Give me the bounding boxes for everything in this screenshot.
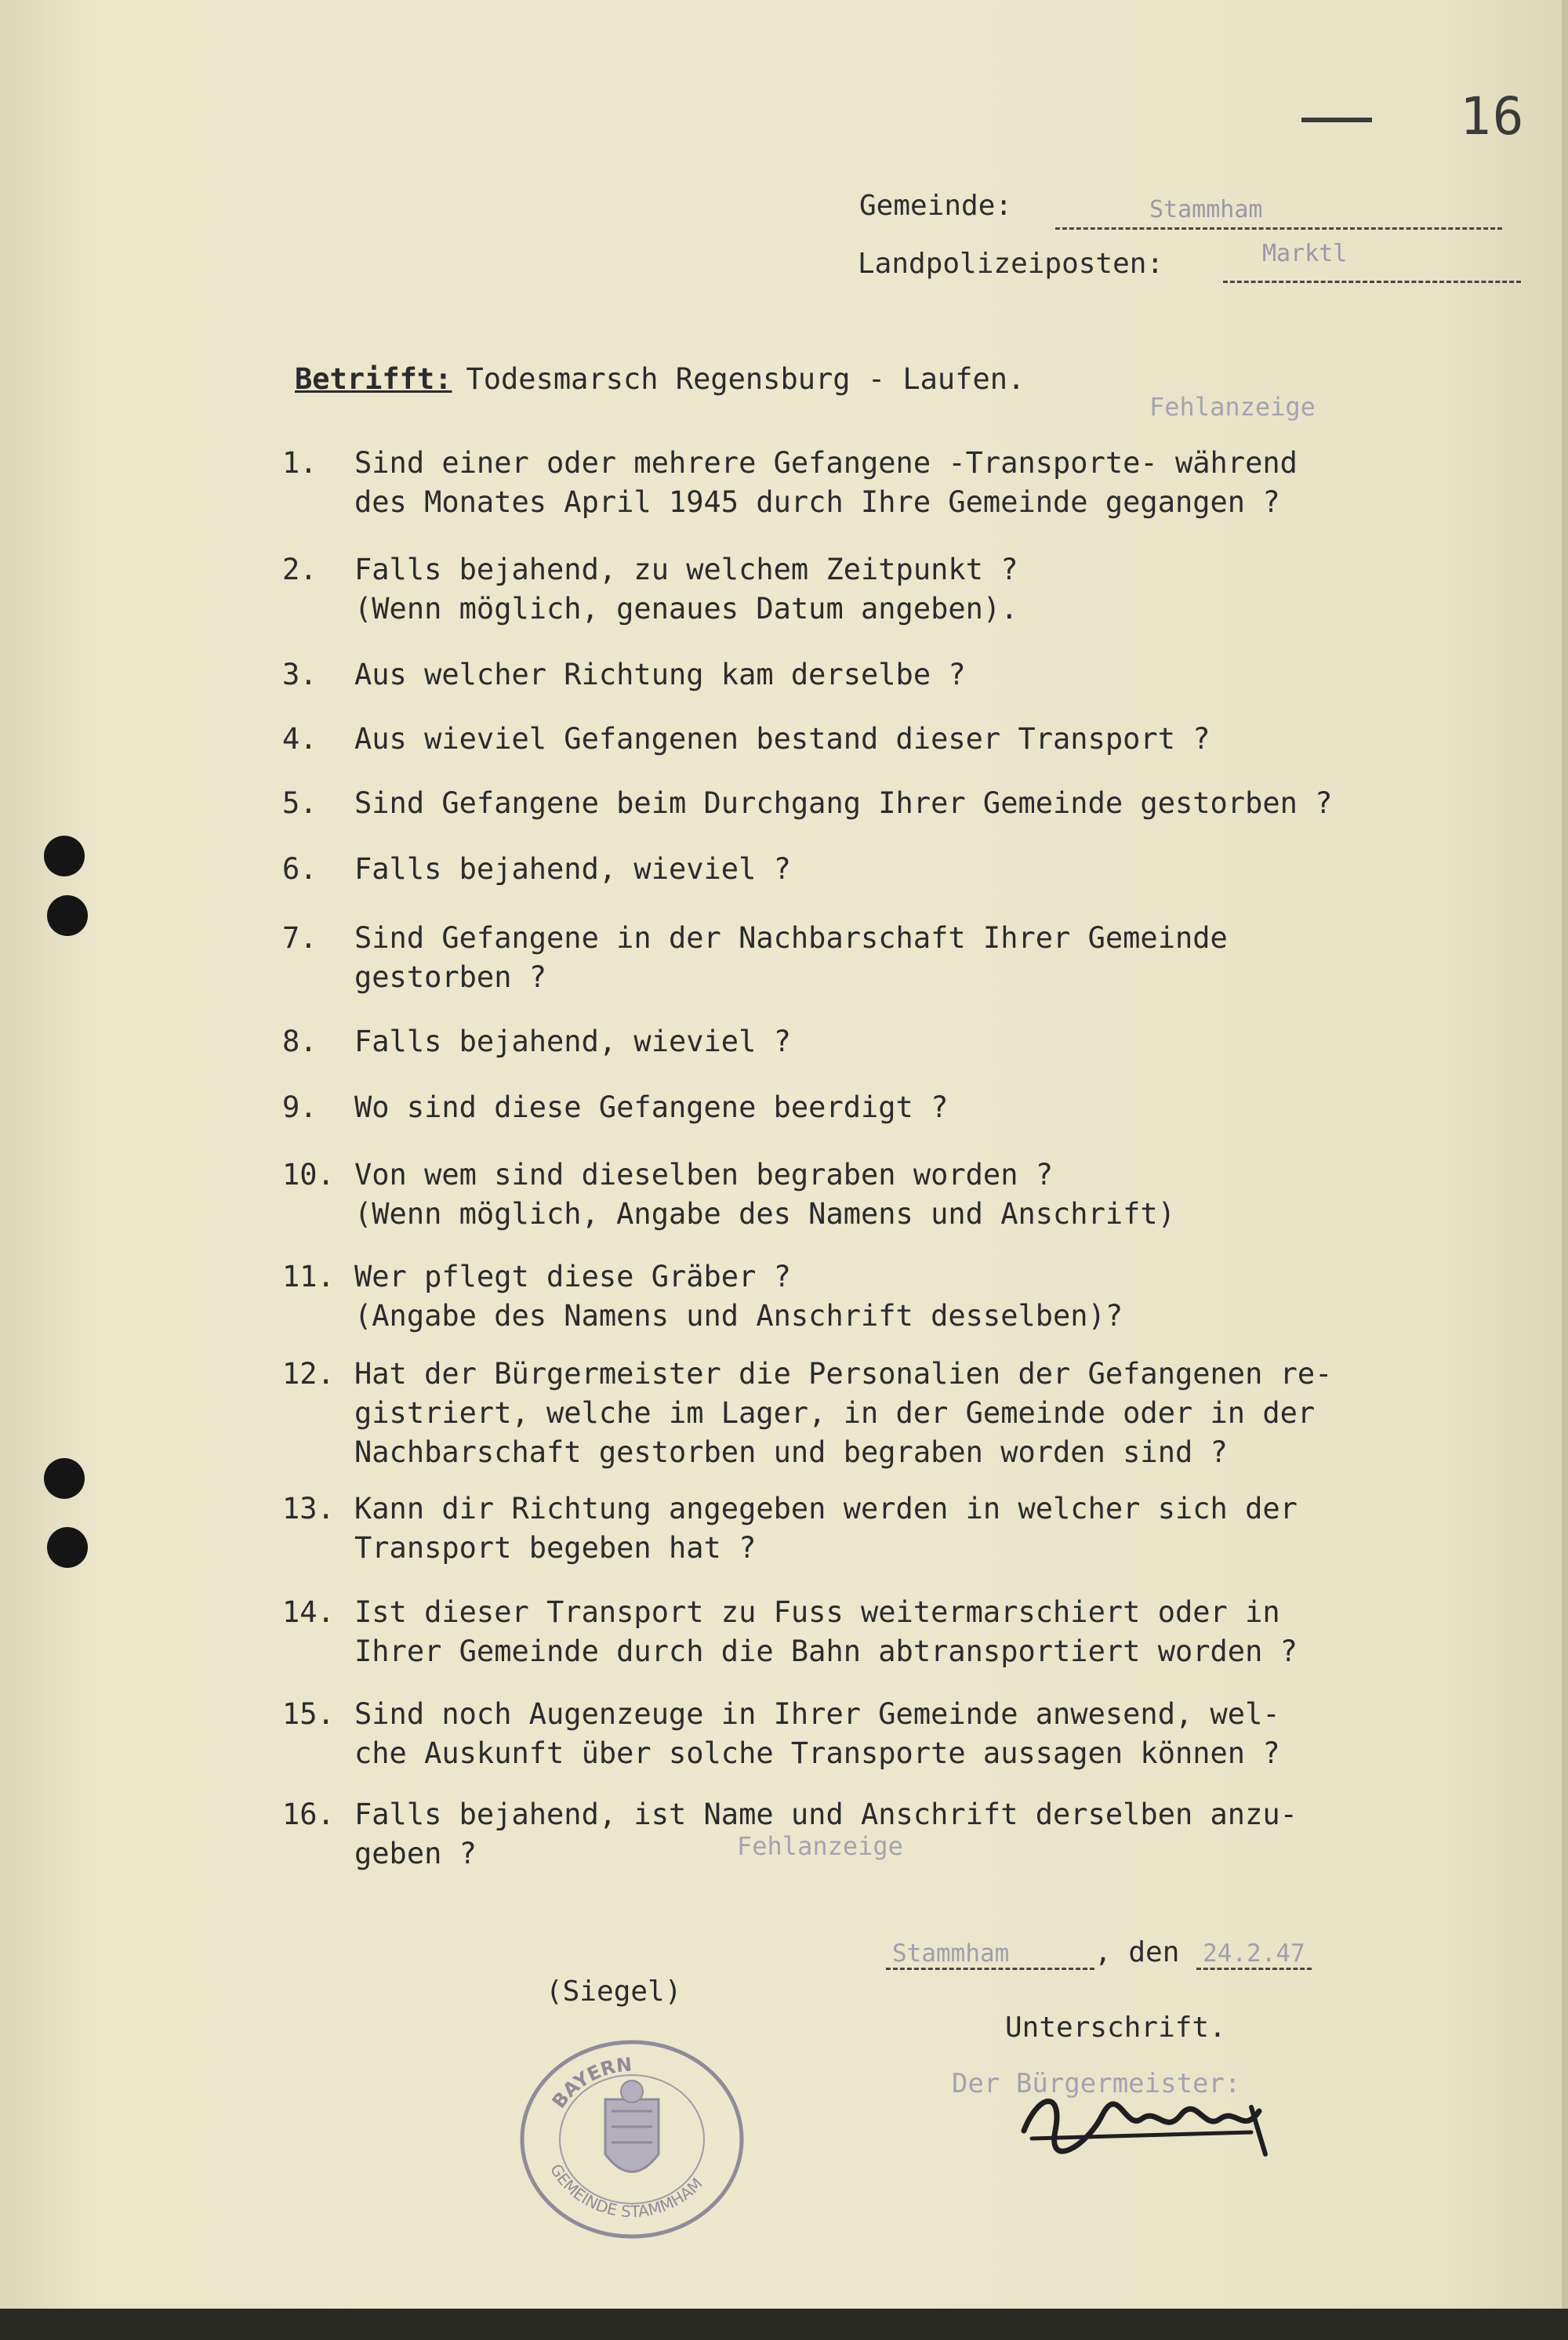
question-text	[354, 1257, 1530, 1336]
posten-value: Marktl	[1262, 240, 1348, 267]
question-text	[354, 720, 1530, 759]
buergermeister-role: Der Bürgermeister:	[952, 2068, 1241, 2099]
question-line: Sind noch Augenzeuge in Ihrer Gemeinde anwesend, wel-	[354, 1697, 1280, 1731]
question-item	[282, 1257, 1458, 1336]
posten-label: Landpolizeiposten:	[858, 248, 1164, 280]
question-number: 14.	[282, 1595, 335, 1629]
question-item	[282, 1593, 1458, 1671]
question-line: Falls bejahend, zu welchem Zeitpunkt ?	[354, 553, 1018, 586]
question-line: Sind Gefangene beim Durchgang Ihrer Gemeinde gestorben ?	[354, 786, 1333, 820]
gemeinde-label: Gemeinde:	[859, 190, 1013, 222]
question-number: 11.	[282, 1260, 335, 1293]
punch-hole-4	[47, 1527, 88, 1568]
question-number: 1.	[282, 446, 318, 480]
page-number: 16	[1460, 86, 1526, 147]
question-number: 13.	[282, 1492, 335, 1526]
question-line: Wer pflegt diese Gräber ?	[354, 1260, 791, 1293]
question-item	[282, 720, 1458, 759]
question-line: (Wenn möglich, Angabe des Namens und Anschrift)	[354, 1197, 1175, 1231]
handwritten-signature	[1016, 2076, 1275, 2162]
gemeinde-value: Stammham	[1149, 196, 1263, 223]
question-line: gestorben ?	[354, 960, 547, 994]
question-text	[354, 850, 1530, 889]
question-number: 9.	[282, 1090, 318, 1124]
question-text	[354, 1489, 1530, 1568]
question-number: 12.	[282, 1357, 335, 1391]
question-number: 5.	[282, 786, 318, 820]
question-line: Kann dir Richtung angegeben werden in welcher sich der	[354, 1492, 1298, 1526]
question-text	[354, 784, 1530, 823]
question-line: (Angabe des Namens und Anschrift desselben)?	[354, 1299, 1123, 1333]
question-number: 2.	[282, 553, 318, 586]
siegel-label: (Siegel)	[546, 1975, 682, 2008]
question-number: 15.	[282, 1697, 335, 1731]
question-item	[282, 1695, 1458, 1773]
question-line: Falls bejahend, wieviel ?	[354, 1025, 791, 1058]
question-line: Sind einer oder mehrere Gefangene -Transporte- während	[354, 446, 1298, 480]
question-number: 10.	[282, 1158, 335, 1192]
question-item	[282, 1355, 1458, 1472]
question-line: Aus wieviel Gefangenen bestand dieser Transport ?	[354, 722, 1210, 756]
subject-line	[295, 362, 1025, 396]
question-line: Aus welcher Richtung kam derselbe ?	[354, 658, 966, 691]
page-number-mark	[1301, 118, 1372, 122]
punch-hole-1	[44, 836, 85, 876]
date-value: 24.2.47	[1196, 1939, 1312, 1970]
paper-edge-right	[1562, 0, 1568, 2309]
question-item	[282, 1155, 1458, 1234]
question-text	[354, 919, 1530, 997]
question-line: Sind Gefangene in der Nachbarschaft Ihrer Gemeinde	[354, 921, 1228, 955]
question-item	[282, 850, 1458, 889]
question-line: gistriert, welche im Lager, in der Gemeinde oder in der	[354, 1396, 1316, 1430]
question-line: Hat der Bürgermeister die Personalien der Gefangenen re-	[354, 1357, 1333, 1391]
den-label: , den	[1094, 1936, 1180, 1968]
paper-edge-bottom	[0, 2309, 1568, 2340]
question-line: geben ?	[354, 1837, 477, 1870]
question-text	[354, 1155, 1530, 1234]
question-line: Ist dieser Transport zu Fuss weitermarschiert oder in	[354, 1595, 1280, 1629]
fehlanzeige-stamp: Fehlanzeige	[1149, 392, 1316, 422]
punch-hole-2	[47, 895, 88, 936]
posten-line	[1223, 281, 1521, 283]
question-line: (Wenn möglich, genaues Datum angeben).	[354, 592, 1018, 626]
question-line: Ihrer Gemeinde durch die Bahn abtransportiert worden ?	[354, 1634, 1298, 1668]
question-line: Nachbarschaft gestorben und begraben worden sind ?	[354, 1435, 1228, 1469]
question-text	[354, 550, 1530, 629]
question-item	[282, 1022, 1458, 1061]
question-item	[282, 1489, 1458, 1568]
question-item	[282, 550, 1458, 629]
question-line: che Auskunft über solche Transporte aussagen können ?	[354, 1736, 1280, 1770]
question-text	[354, 1088, 1530, 1127]
question-item	[282, 444, 1458, 522]
question-number: 6.	[282, 852, 318, 886]
question-item	[282, 919, 1458, 997]
question-text	[354, 1695, 1530, 1773]
question-line: Falls bejahend, wieviel ?	[354, 852, 791, 886]
question-text	[354, 1593, 1530, 1671]
question-item	[282, 655, 1458, 695]
question-text	[354, 1795, 1530, 1874]
question-line: Transport begeben hat ?	[354, 1531, 757, 1565]
question-text	[354, 444, 1530, 522]
seal-top-text: BAYERN	[547, 2053, 633, 2113]
subject-label: Betrifft:	[295, 362, 452, 396]
question-line: Von wem sind dieselben begraben worden ?	[354, 1158, 1054, 1192]
place-value: Stammham	[886, 1939, 1094, 1970]
question-line: Falls bejahend, ist Name und Anschrift derselben anzu-	[354, 1798, 1298, 1831]
question-number: 4.	[282, 722, 318, 756]
question-text	[354, 1355, 1530, 1472]
question-text	[354, 1022, 1530, 1061]
punch-hole-3	[44, 1458, 85, 1499]
question-line: Wo sind diese Gefangene beerdigt ?	[354, 1090, 949, 1124]
question-number: 16.	[282, 1798, 335, 1831]
question-number: 7.	[282, 921, 318, 955]
question-item	[282, 784, 1458, 823]
seal-bottom-text: GEMEINDE STAMMHAM	[546, 2160, 706, 2222]
municipal-seal	[517, 2037, 746, 2242]
question-line: des Monates April 1945 durch Ihre Gemeinde gegangen ?	[354, 485, 1280, 519]
question-number: 3.	[282, 658, 318, 691]
gemeinde-line	[1055, 227, 1502, 230]
question-number: 8.	[282, 1025, 318, 1058]
place-date-line	[886, 1936, 1312, 1970]
question-item	[282, 1088, 1458, 1127]
fehlanzeige-stamp-q16: Fehlanzeige	[737, 1831, 903, 1861]
subject-text: Todesmarsch Regensburg - Laufen.	[466, 362, 1025, 396]
question-text	[354, 655, 1530, 695]
unterschrift-label: Unterschrift.	[1005, 2012, 1226, 2044]
